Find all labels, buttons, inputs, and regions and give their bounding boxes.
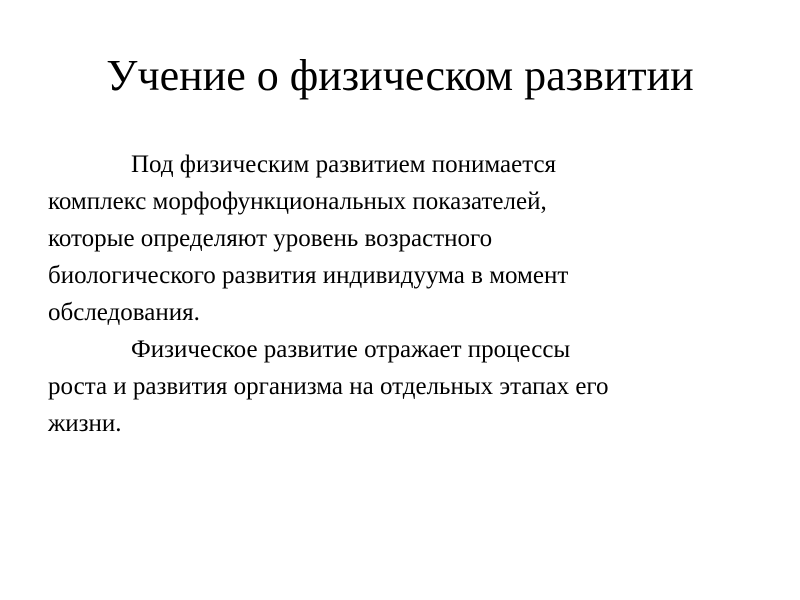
- slide-body: [48, 146, 768, 442]
- paragraph-line: Под физическим развитием понимается: [131, 151, 557, 178]
- slide-title: Учение о физическом развитии: [106, 51, 694, 100]
- paragraph-definition: [48, 146, 768, 331]
- paragraph-line: биологического развития индивидуума в момент: [48, 262, 569, 289]
- paragraph-process: [48, 331, 768, 442]
- paragraph-line: комплекс морфофункциональных показателей,: [48, 188, 547, 215]
- paragraph-line: жизни.: [48, 410, 122, 437]
- paragraph-line: которые определяют уровень возрастного: [48, 225, 493, 252]
- paragraph-line: роста и развития организма на отдельных этапах его: [48, 373, 609, 400]
- paragraph-line: Физическое развитие отражает процессы: [131, 336, 571, 363]
- paragraph-line: обследования.: [48, 299, 200, 326]
